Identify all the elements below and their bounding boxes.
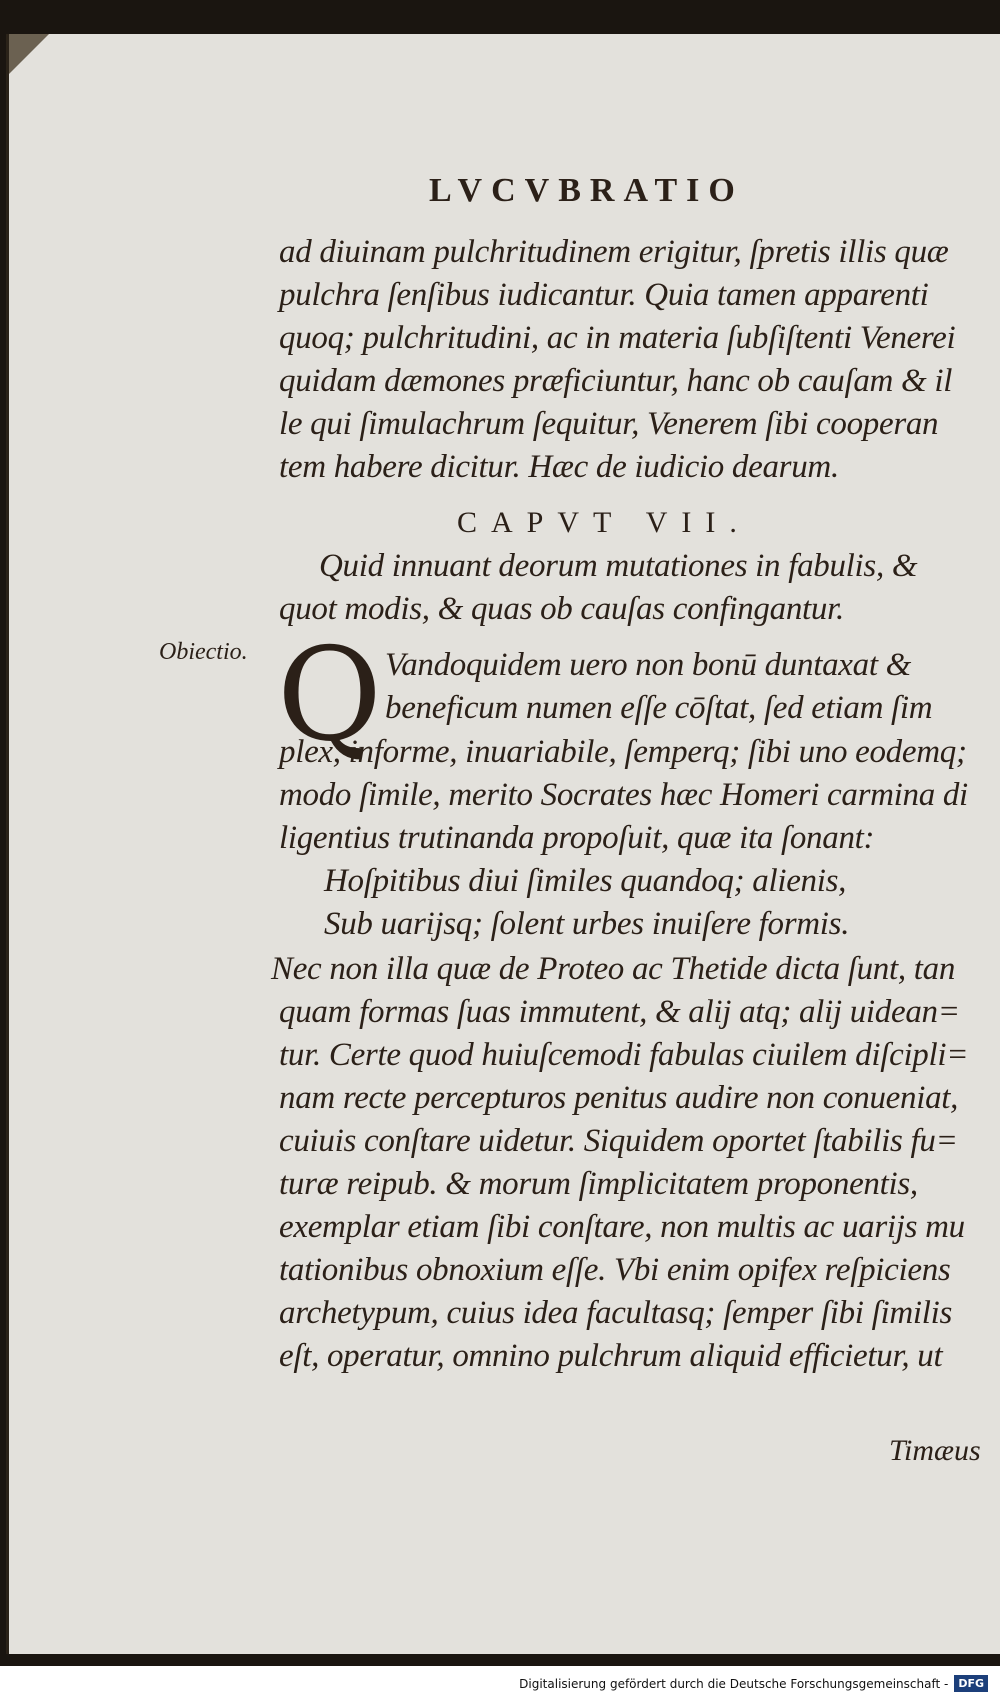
text-line: nam recte percepturos penitus audire non conueniat, <box>279 1080 959 1116</box>
text-line: le qui ſimulachrum ſequitur, Venerem ſibi cooperan <box>279 406 939 442</box>
text-line: quoq; pulchritudini, ac in materia ſubſiſtenti Venerei <box>279 320 956 356</box>
verse-line: Hoſpitibus diui ſimiles quandoq; alienis, <box>324 863 847 899</box>
digitization-footer <box>0 1666 1000 1701</box>
running-title: LVCVBRATIO <box>429 172 744 209</box>
verse-line: Sub uarijsq; ſolent urbes inuiſere formis. <box>324 906 850 942</box>
book-page <box>6 34 1000 1654</box>
text-line: plex, informe, inuariabile, ſemperq; ſibi uno eodemq; <box>279 734 967 770</box>
text-line: pulchra ſenſibus iudicantur. Quia tamen apparenti <box>279 277 929 313</box>
text-line: modo ſimile, merito Socrates hæc Homeri carmina di <box>279 777 968 813</box>
text-line: tem habere dicitur. Hæc de iudicio dearum. <box>279 449 839 485</box>
text-line: turæ reipub. & morum ſimplicitatem proponentis, <box>279 1166 918 1202</box>
text-line: quam formas ſuas immutent, & alij atq; alij uidean= <box>279 994 960 1030</box>
text-line: quidam dæmones præficiuntur, hanc ob cauſam & il <box>279 363 953 399</box>
text-line: tur. Certe quod huiuſcemodi fabulas ciuilem diſcipli= <box>279 1037 969 1073</box>
text-line: ligentius trutinanda propoſuit, quæ ita ſonant: <box>279 820 875 856</box>
text-line: archetypum, cuius idea facultasq; ſemper ſibi ſimilis <box>279 1295 953 1331</box>
text-line: beneficum numen eſſe cōſtat, ſed etiam ſim <box>385 690 933 726</box>
chapter-heading: CAPVT VII. <box>457 506 751 539</box>
chapter-summary-line: quot modis, & quas ob cauſas confingantur. <box>279 591 844 627</box>
text-line: ad diuinam pulchritudinem erigitur, ſpretis illis quæ <box>279 234 949 270</box>
drop-cap-initial: Q <box>277 621 382 770</box>
catchword: Timæus <box>889 1434 981 1467</box>
margin-note: Obiectio. <box>159 639 248 665</box>
text-line: cuiuis conſtare uidetur. Siquidem oportet ſtabilis fu= <box>279 1123 958 1159</box>
chapter-summary-line: Quid innuant deorum mutationes in fabulis, & <box>319 548 918 584</box>
text-line: Nec non illa quæ de Proteo ac Thetide dicta ſunt, tan <box>271 951 956 987</box>
text-line: Vandoquidem uero non bonū duntaxat & <box>385 647 912 683</box>
dfg-logo: DFG <box>954 1675 988 1692</box>
text-line: exemplar etiam ſibi conſtare, non multis ac uarijs mu <box>279 1209 965 1245</box>
footer-text: Digitalisierung gefördert durch die Deutsche Forschungsgemeinschaft - <box>519 1676 949 1691</box>
text-line: eſt, operatur, omnino pulchrum aliquid efficietur, ut <box>279 1338 943 1374</box>
text-line: tationibus obnoxium eſſe. Vbi enim opifex reſpiciens <box>279 1252 951 1288</box>
